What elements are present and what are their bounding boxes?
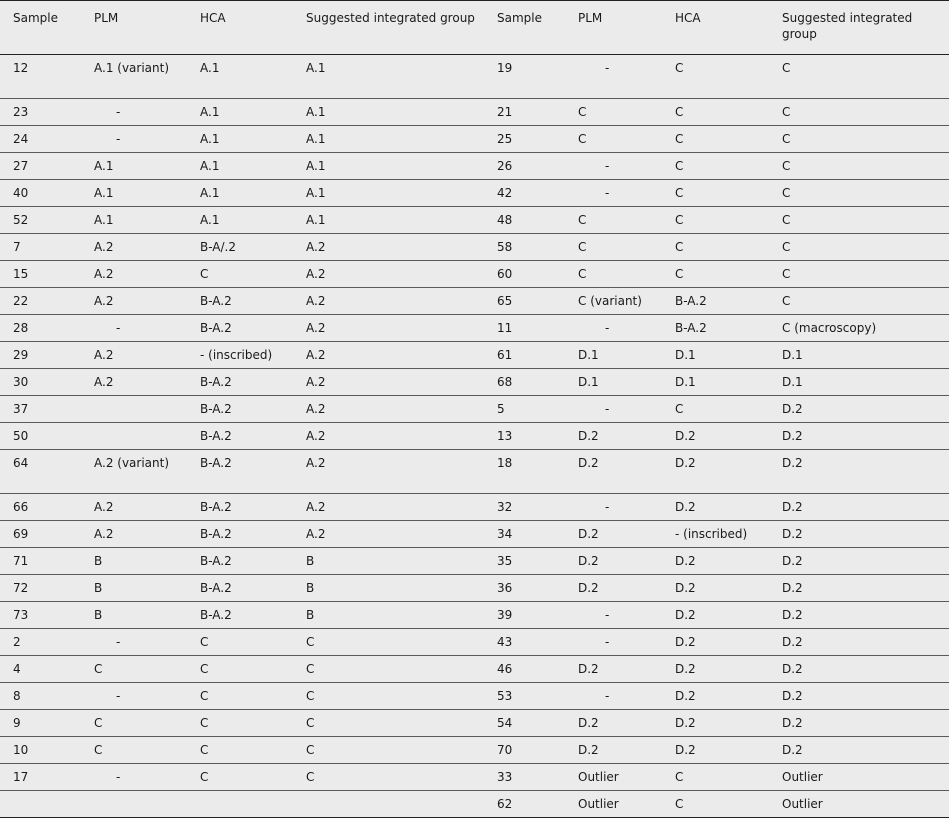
cell-sample-left: 64 <box>0 450 81 494</box>
table-row <box>0 207 949 234</box>
cell-sample-right: 48 <box>484 207 565 234</box>
cell-plm-left: B <box>81 548 187 575</box>
cell-hca-left: C <box>187 683 293 710</box>
cell-hca-left: B-A.2 <box>187 602 293 629</box>
cell-hca-left: C <box>187 656 293 683</box>
cell-group-left: C <box>293 764 484 791</box>
cell-hca-right: C <box>662 234 769 261</box>
cell-hca-right: C <box>662 126 769 153</box>
cell-plm-right: Outlier <box>565 791 662 818</box>
cell-sample-left: 66 <box>0 494 81 521</box>
cell-group-right: D.2 <box>769 521 949 548</box>
cell-hca-right: D.2 <box>662 683 769 710</box>
cell-plm-right: C <box>565 126 662 153</box>
cell-group-left: A.1 <box>293 99 484 126</box>
cell-group-right: C <box>769 153 949 180</box>
cell-group-left: C <box>293 683 484 710</box>
cell-hca-right: D.2 <box>662 656 769 683</box>
cell-group-left: A.2 <box>293 261 484 288</box>
cell-group-left: A.2 <box>293 342 484 369</box>
cell-plm-left <box>81 791 187 818</box>
cell-group-left: A.2 <box>293 369 484 396</box>
cell-hca-right: D.2 <box>662 423 769 450</box>
cell-plm-right: - <box>565 494 662 521</box>
cell-hca-left: B-A.2 <box>187 315 293 342</box>
cell-plm-right: D.2 <box>565 548 662 575</box>
cell-sample-right: 18 <box>484 450 565 494</box>
cell-hca-right: D.1 <box>662 369 769 396</box>
cell-hca-right: C <box>662 396 769 423</box>
cell-hca-left: C <box>187 629 293 656</box>
cell-hca-left: B-A/.2 <box>187 234 293 261</box>
cell-hca-right: D.2 <box>662 602 769 629</box>
cell-plm-right: - <box>565 153 662 180</box>
cell-sample-left: 12 <box>0 55 81 99</box>
cell-plm-left <box>81 423 187 450</box>
cell-group-right: C <box>769 55 949 99</box>
table-row <box>0 602 949 629</box>
cell-sample-left: 10 <box>0 737 81 764</box>
cell-plm-right: Outlier <box>565 764 662 791</box>
cell-sample-left: 22 <box>0 288 81 315</box>
cell-sample-right: 32 <box>484 494 565 521</box>
cell-group-right: D.1 <box>769 369 949 396</box>
cell-plm-right: D.2 <box>565 521 662 548</box>
cell-hca-right: D.2 <box>662 548 769 575</box>
header-group-right: Suggested integrated group <box>769 1 949 55</box>
cell-sample-right: 46 <box>484 656 565 683</box>
cell-group-left: A.2 <box>293 450 484 494</box>
cell-plm-right: C <box>565 207 662 234</box>
cell-sample-left <box>0 791 81 818</box>
cell-hca-left: B-A.2 <box>187 548 293 575</box>
table-row <box>0 153 949 180</box>
cell-sample-left: 73 <box>0 602 81 629</box>
cell-plm-right: D.2 <box>565 710 662 737</box>
cell-hca-right: C <box>662 153 769 180</box>
cell-sample-left: 27 <box>0 153 81 180</box>
header-plm-left: PLM <box>81 1 187 55</box>
cell-plm-left: A.2 <box>81 369 187 396</box>
table-row <box>0 737 949 764</box>
cell-plm-left: - <box>81 99 187 126</box>
header-hca-right: HCA <box>662 1 769 55</box>
header-sample-right: Sample <box>484 1 565 55</box>
header-sample-left: Sample <box>0 1 81 55</box>
cell-hca-right: D.2 <box>662 629 769 656</box>
cell-sample-right: 43 <box>484 629 565 656</box>
cell-plm-left <box>81 396 187 423</box>
cell-sample-left: 69 <box>0 521 81 548</box>
cell-plm-right: D.2 <box>565 656 662 683</box>
cell-group-right: C <box>769 234 949 261</box>
cell-sample-right: 53 <box>484 683 565 710</box>
header-plm-right: PLM <box>565 1 662 55</box>
cell-hca-left: A.1 <box>187 180 293 207</box>
cell-group-right: D.2 <box>769 602 949 629</box>
cell-group-left: C <box>293 737 484 764</box>
cell-sample-left: 28 <box>0 315 81 342</box>
cell-hca-right: D.2 <box>662 494 769 521</box>
cell-plm-left: A.1 (variant) <box>81 55 187 99</box>
cell-hca-right: B-A.2 <box>662 315 769 342</box>
cell-sample-right: 25 <box>484 126 565 153</box>
cell-plm-right: D.1 <box>565 369 662 396</box>
cell-group-right: C <box>769 261 949 288</box>
cell-group-left: A.2 <box>293 315 484 342</box>
cell-plm-left: A.1 <box>81 207 187 234</box>
cell-group-left: B <box>293 575 484 602</box>
cell-sample-left: 8 <box>0 683 81 710</box>
cell-plm-left: C <box>81 710 187 737</box>
table-row <box>0 683 949 710</box>
cell-sample-right: 61 <box>484 342 565 369</box>
cell-plm-left: A.2 <box>81 342 187 369</box>
cell-group-left: A.2 <box>293 521 484 548</box>
cell-hca-left: B-A.2 <box>187 521 293 548</box>
cell-hca-left: B-A.2 <box>187 369 293 396</box>
cell-plm-right: - <box>565 315 662 342</box>
cell-group-left: A.1 <box>293 207 484 234</box>
cell-hca-left: B-A.2 <box>187 450 293 494</box>
table-row <box>0 521 949 548</box>
cell-hca-left: A.1 <box>187 55 293 99</box>
table-row <box>0 369 949 396</box>
header-group-left: Suggested integrated group <box>293 1 484 55</box>
cell-group-right: C <box>769 207 949 234</box>
cell-plm-left: - <box>81 683 187 710</box>
cell-hca-right: C <box>662 764 769 791</box>
cell-plm-left: A.1 <box>81 180 187 207</box>
cell-hca-right: D.2 <box>662 737 769 764</box>
cell-sample-left: 29 <box>0 342 81 369</box>
cell-plm-left: A.2 <box>81 234 187 261</box>
table-row <box>0 315 949 342</box>
table-row <box>0 423 949 450</box>
cell-plm-right: C <box>565 234 662 261</box>
table-row <box>0 764 949 791</box>
cell-sample-left: 23 <box>0 99 81 126</box>
cell-plm-left: - <box>81 764 187 791</box>
table-row <box>0 261 949 288</box>
cell-sample-left: 24 <box>0 126 81 153</box>
cell-plm-right: C <box>565 261 662 288</box>
cell-sample-left: 71 <box>0 548 81 575</box>
table-row <box>0 234 949 261</box>
cell-sample-right: 21 <box>484 99 565 126</box>
cell-group-left: A.2 <box>293 234 484 261</box>
cell-group-right: D.2 <box>769 423 949 450</box>
cell-group-left: A.2 <box>293 396 484 423</box>
cell-plm-left: - <box>81 126 187 153</box>
cell-group-right: D.2 <box>769 396 949 423</box>
cell-sample-right: 58 <box>484 234 565 261</box>
cell-group-left: A.1 <box>293 153 484 180</box>
cell-sample-left: 50 <box>0 423 81 450</box>
table-row <box>0 180 949 207</box>
cell-group-left: B <box>293 602 484 629</box>
cell-group-right: C (macroscopy) <box>769 315 949 342</box>
cell-sample-left: 7 <box>0 234 81 261</box>
cell-plm-right: D.2 <box>565 423 662 450</box>
cell-hca-left: A.1 <box>187 207 293 234</box>
cell-group-left: A.2 <box>293 288 484 315</box>
table-row <box>0 656 949 683</box>
cell-plm-left: B <box>81 575 187 602</box>
table-row <box>0 99 949 126</box>
cell-group-right: C <box>769 180 949 207</box>
cell-hca-left: B-A.2 <box>187 288 293 315</box>
table-row <box>0 55 949 99</box>
cell-sample-right: 65 <box>484 288 565 315</box>
cell-hca-right: C <box>662 180 769 207</box>
cell-sample-right: 26 <box>484 153 565 180</box>
table-row <box>0 342 949 369</box>
cell-group-right: D.1 <box>769 342 949 369</box>
cell-hca-left: C <box>187 710 293 737</box>
cell-group-right: D.2 <box>769 737 949 764</box>
cell-plm-right: - <box>565 180 662 207</box>
cell-group-left: B <box>293 548 484 575</box>
table-row <box>0 126 949 153</box>
cell-group-right: Outlier <box>769 791 949 818</box>
cell-sample-right: 35 <box>484 548 565 575</box>
cell-hca-left: B-A.2 <box>187 575 293 602</box>
cell-sample-left: 30 <box>0 369 81 396</box>
cell-hca-left: A.1 <box>187 153 293 180</box>
cell-group-right: D.2 <box>769 629 949 656</box>
cell-group-left: C <box>293 629 484 656</box>
cell-group-right: D.2 <box>769 548 949 575</box>
cell-hca-right: - (inscribed) <box>662 521 769 548</box>
cell-plm-left: A.2 <box>81 521 187 548</box>
cell-sample-right: 34 <box>484 521 565 548</box>
table-row <box>0 791 949 818</box>
cell-hca-left: C <box>187 737 293 764</box>
table-row <box>0 575 949 602</box>
cell-group-right: D.2 <box>769 575 949 602</box>
table-row <box>0 450 949 494</box>
cell-sample-right: 42 <box>484 180 565 207</box>
cell-sample-left: 4 <box>0 656 81 683</box>
cell-group-right: D.2 <box>769 656 949 683</box>
cell-hca-left: C <box>187 764 293 791</box>
cell-hca-right: C <box>662 55 769 99</box>
cell-sample-left: 37 <box>0 396 81 423</box>
table-row <box>0 494 949 521</box>
cell-sample-left: 72 <box>0 575 81 602</box>
cell-plm-right: - <box>565 55 662 99</box>
cell-sample-right: 70 <box>484 737 565 764</box>
cell-sample-right: 36 <box>484 575 565 602</box>
cell-hca-right: D.2 <box>662 710 769 737</box>
table-row <box>0 548 949 575</box>
cell-group-left: A.1 <box>293 180 484 207</box>
cell-group-left: C <box>293 656 484 683</box>
cell-plm-right: - <box>565 396 662 423</box>
cell-sample-right: 13 <box>484 423 565 450</box>
header-row <box>0 1 949 55</box>
cell-hca-right: C <box>662 207 769 234</box>
cell-sample-left: 2 <box>0 629 81 656</box>
cell-hca-right: C <box>662 791 769 818</box>
cell-group-left: C <box>293 710 484 737</box>
cell-hca-left: A.1 <box>187 99 293 126</box>
cell-group-left <box>293 791 484 818</box>
cell-sample-right: 60 <box>484 261 565 288</box>
cell-plm-right: - <box>565 683 662 710</box>
cell-group-left: A.1 <box>293 55 484 99</box>
cell-group-left: A.1 <box>293 126 484 153</box>
table-row <box>0 710 949 737</box>
cell-group-left: A.2 <box>293 423 484 450</box>
cell-sample-right: 19 <box>484 55 565 99</box>
cell-hca-right: D.1 <box>662 342 769 369</box>
cell-group-left: A.2 <box>293 494 484 521</box>
cell-hca-left: B-A.2 <box>187 396 293 423</box>
cell-hca-right: B-A.2 <box>662 288 769 315</box>
table-header <box>0 1 949 55</box>
table-row <box>0 396 949 423</box>
cell-plm-right: D.2 <box>565 737 662 764</box>
cell-sample-left: 17 <box>0 764 81 791</box>
cell-plm-left: A.2 <box>81 494 187 521</box>
cell-group-right: D.2 <box>769 494 949 521</box>
table-body <box>0 55 949 818</box>
cell-sample-right: 39 <box>484 602 565 629</box>
cell-hca-right: C <box>662 261 769 288</box>
cell-plm-left: - <box>81 315 187 342</box>
cell-group-right: Outlier <box>769 764 949 791</box>
cell-sample-right: 11 <box>484 315 565 342</box>
cell-sample-right: 68 <box>484 369 565 396</box>
table-row <box>0 288 949 315</box>
cell-hca-left: B-A.2 <box>187 423 293 450</box>
cell-plm-left: C <box>81 737 187 764</box>
cell-group-right: D.2 <box>769 450 949 494</box>
cell-plm-left: - <box>81 629 187 656</box>
cell-group-right: C <box>769 288 949 315</box>
cell-plm-right: - <box>565 602 662 629</box>
cell-plm-left: C <box>81 656 187 683</box>
cell-plm-left: A.2 <box>81 288 187 315</box>
cell-sample-right: 54 <box>484 710 565 737</box>
cell-hca-left: B-A.2 <box>187 494 293 521</box>
table-row <box>0 629 949 656</box>
cell-plm-right: D.2 <box>565 450 662 494</box>
cell-sample-left: 15 <box>0 261 81 288</box>
cell-plm-right: C <box>565 99 662 126</box>
cell-plm-left: A.2 <box>81 261 187 288</box>
cell-plm-right: C (variant) <box>565 288 662 315</box>
cell-hca-left: C <box>187 261 293 288</box>
header-hca-left: HCA <box>187 1 293 55</box>
cell-sample-right: 5 <box>484 396 565 423</box>
cell-plm-right: D.2 <box>565 575 662 602</box>
cell-group-right: C <box>769 99 949 126</box>
cell-plm-left: A.1 <box>81 153 187 180</box>
cell-plm-left: B <box>81 602 187 629</box>
cell-hca-left <box>187 791 293 818</box>
cell-sample-left: 40 <box>0 180 81 207</box>
cell-hca-right: D.2 <box>662 450 769 494</box>
cell-plm-right: D.1 <box>565 342 662 369</box>
cell-sample-left: 52 <box>0 207 81 234</box>
cell-group-right: D.2 <box>769 683 949 710</box>
cell-hca-left: A.1 <box>187 126 293 153</box>
cell-hca-left: - (inscribed) <box>187 342 293 369</box>
cell-sample-left: 9 <box>0 710 81 737</box>
cell-sample-right: 33 <box>484 764 565 791</box>
cell-plm-left: A.2 (variant) <box>81 450 187 494</box>
cell-hca-right: D.2 <box>662 575 769 602</box>
cell-plm-right: - <box>565 629 662 656</box>
cell-sample-right: 62 <box>484 791 565 818</box>
cell-group-right: C <box>769 126 949 153</box>
cell-hca-right: C <box>662 99 769 126</box>
cell-group-right: D.2 <box>769 710 949 737</box>
